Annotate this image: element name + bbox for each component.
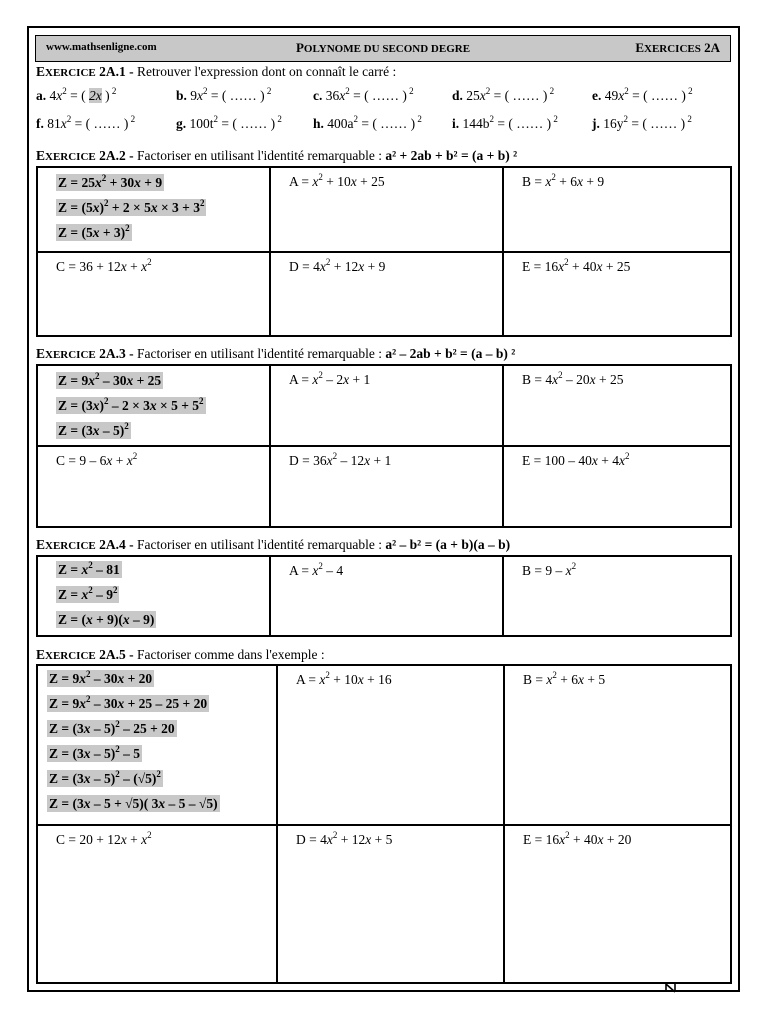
square-item[interactable]: f. $81x^2$ = ( …… ) $^2$: [36, 114, 136, 131]
answer-cell-d[interactable]: [277, 825, 504, 983]
example-line: $Z = (5x)^2 + 2 \times 5x \times 3 + 3^2$: [58, 198, 205, 215]
answer-cell-d[interactable]: [270, 446, 503, 527]
example-line: $Z = 9x^2 - 30x + 25 - 25 + 20$: [49, 694, 208, 711]
answer-cell-e[interactable]: [503, 252, 731, 336]
example-line: $Z = x^2 - 81$: [58, 560, 120, 577]
answer-cell-b[interactable]: [503, 556, 731, 636]
page-title: POLYNOME DU SECOND DEGRE: [295, 40, 471, 55]
example-line: $Z = (3x)^2 - 2 \times 3x \times 5 + 5^2$: [58, 396, 204, 413]
expression-text: $B = x^2 + 6x + 9$: [522, 172, 605, 189]
answer-cell-b[interactable]: [503, 167, 731, 252]
exercise-2a1-heading: EXERCICE 2A.1 - Retrouver l'expression dont on connaît le carré :: [36, 64, 397, 79]
exercise-2a3-heading: EXERCICE 2A.3 - Factoriser en utilisant l'identité remarquable : a² – 2ab + b² = (a – b) ²: [36, 346, 516, 361]
expression-text: $B = 4x^2 - 20x + 25$: [522, 370, 624, 387]
example-line: $Z = (3x - 5)^2 - (√5)^2$: [49, 769, 161, 786]
answer-cell-e[interactable]: [504, 825, 731, 983]
example-cell: [37, 365, 270, 446]
example-line: Z = (3x – 5)$^2$ – 5: [49, 744, 140, 761]
example-line: Z = (x + 9)(x – 9): [58, 612, 155, 627]
expression-text: $D = 4x^2 + 12x + 9$: [289, 257, 386, 274]
example-line: $Z = 25x^2 + 30x + 9$: [58, 173, 163, 190]
answer-cell-a[interactable]: [270, 365, 503, 446]
example-line: $Z = x^2 - 9^2$: [58, 585, 118, 602]
answer-cell-a[interactable]: [270, 167, 503, 252]
example-cell: [37, 665, 277, 825]
square-item[interactable]: c. $36x^2$ = ( …… ) $^2$: [313, 86, 414, 103]
example-line: $Z = 9x^2 - 30x + 25$: [58, 371, 162, 388]
expression-text: $C = 36 + 12x + x^2$: [56, 257, 152, 274]
page-header: [35, 35, 731, 62]
example-line: $Z = (5x + 3)^2$: [58, 223, 130, 240]
exercise-2a2-heading: EXERCICE 2A.2 - Factoriser en utilisant l'identité remarquable : a² + 2ab + b² = (a + b) ²: [36, 148, 518, 163]
expression-text: $B = x^2 + 6x + 5$: [523, 670, 606, 687]
example-line: Z = (3x – 5)$^2$: [58, 421, 129, 438]
answer-cell-b[interactable]: [504, 665, 731, 825]
example-cell: [37, 556, 270, 636]
answer-cell-c[interactable]: [37, 446, 270, 527]
expression-text: $B = 9 - x^2$: [522, 561, 577, 578]
example-line: Z = (3x – 5 + √5)( 3x – 5 – √5): [49, 796, 218, 811]
answer-cell-c[interactable]: [37, 252, 270, 336]
expression-text: $A = x^2 - 2x + 1$: [289, 370, 371, 387]
example-cell: [37, 167, 270, 252]
expression-text: $C = 9 - 6x + x^2$: [56, 451, 138, 468]
expression-text: $E = 16x^2 + 40x + 25$: [522, 257, 631, 274]
square-item[interactable]: g. $100t^2$ = ( …… ) $^2$: [176, 114, 282, 131]
expression-text: $D = 4x^2 + 12x + 5$: [296, 830, 393, 847]
site-url[interactable]: www.mathsenligne.com: [46, 41, 157, 53]
exercise-2a5-grid: [36, 664, 732, 984]
square-item[interactable]: b. $9x^2$ = ( …… ) $^2$: [176, 86, 272, 103]
answer-cell-c[interactable]: [37, 825, 277, 983]
expression-text: $A = x^2 + 10x + 16$: [296, 670, 392, 687]
page-corner-mark: [665, 983, 677, 993]
exercise-2a3-grid: [36, 364, 732, 528]
expression-text: $C = 20 + 12x + x^2$: [56, 830, 152, 847]
answer-cell-b[interactable]: [503, 365, 731, 446]
square-item[interactable]: e. $49x^2$ = ( …… ) $^2$: [592, 86, 693, 103]
expression-text: $E = 16x^2 + 40x + 20$: [523, 830, 632, 847]
square-item[interactable]: j. $16y^2$ = ( …… ) $^2$: [592, 114, 692, 131]
exercise-2a4-grid: [36, 555, 732, 637]
square-item[interactable]: h. $400a^2$ = ( …… ) $^2$: [313, 114, 422, 131]
example-line: Z = (3x – 5)$^2$ – 25 + 20: [49, 719, 175, 736]
exercise-2a5-heading: EXERCICE 2A.5 - Factoriser comme dans l'exemple :: [36, 647, 325, 662]
answer-cell-a[interactable]: [277, 665, 504, 825]
exercise-2a4-heading: EXERCICE 2A.4 - Factoriser en utilisant l'identité remarquable : a² – b² = (a + b)(a – b): [36, 537, 511, 552]
expression-text: $E = 100 - 40x + 4x^2$: [522, 451, 630, 468]
expression-text: $D = 36x^2 - 12x + 1$: [289, 451, 392, 468]
example-line: $Z = 9x^2 - 30x + 20$: [49, 669, 153, 686]
answer-cell-a[interactable]: [270, 556, 503, 636]
expression-text: $A = x^2 - 4$: [289, 561, 344, 578]
exercise-set-label: EXERCICES 2A: [635, 40, 720, 55]
answer-cell-e[interactable]: [503, 446, 731, 527]
answer-cell-d[interactable]: [270, 252, 503, 336]
square-item[interactable]: d. $25x^2$ = ( …… ) $^2$: [452, 86, 555, 103]
exercise-2a2-grid: [36, 166, 732, 337]
square-item[interactable]: i. $144b^2$ = ( …… ) $^2$: [452, 114, 558, 131]
expression-text: $A = x^2 + 10x + 25$: [289, 172, 385, 189]
square-item[interactable]: a. $4x^2$ = ( 2x ) $^2$: [36, 86, 117, 103]
